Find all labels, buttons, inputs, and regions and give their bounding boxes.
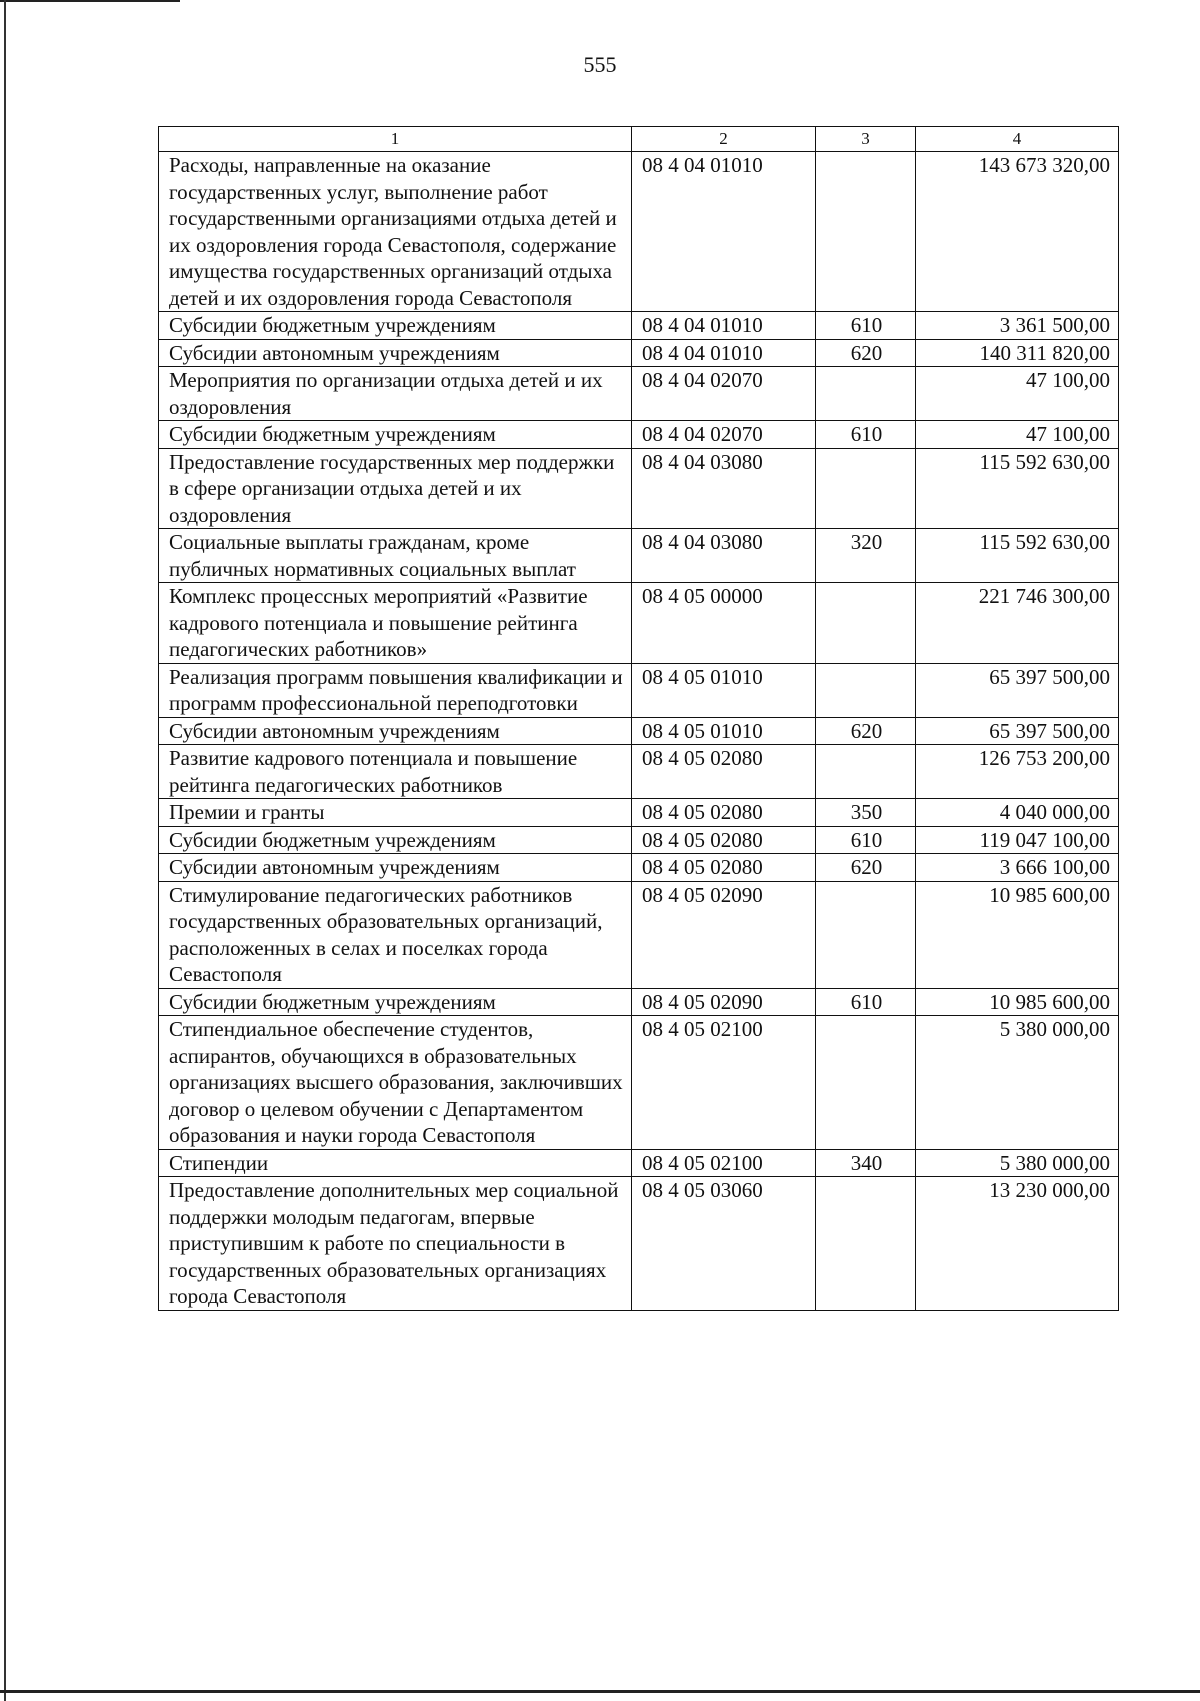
row-amount: 5 380 000,00 bbox=[916, 1016, 1119, 1150]
row-type bbox=[816, 583, 916, 664]
table-row bbox=[159, 799, 1119, 827]
row-amount: 143 673 320,00 bbox=[916, 152, 1119, 312]
scan-edge-bottom bbox=[0, 1690, 1200, 1693]
row-name: Реализация программ повышения квалификации и программ профессиональной переподготовки bbox=[159, 663, 632, 717]
row-amount: 3 666 100,00 bbox=[916, 854, 1119, 882]
header-col-2: 2 bbox=[632, 127, 816, 152]
row-amount: 47 100,00 bbox=[916, 367, 1119, 421]
row-amount: 5 380 000,00 bbox=[916, 1149, 1119, 1177]
row-name: Субсидии бюджетным учреждениям bbox=[159, 988, 632, 1016]
row-code: 08 4 05 02100 bbox=[632, 1149, 816, 1177]
row-amount: 126 753 200,00 bbox=[916, 745, 1119, 799]
row-code: 08 4 04 03080 bbox=[632, 448, 816, 529]
table-row bbox=[159, 988, 1119, 1016]
row-amount: 13 230 000,00 bbox=[916, 1177, 1119, 1311]
row-code: 08 4 05 02100 bbox=[632, 1016, 816, 1150]
row-name: Мероприятия по организации отдыха детей и их оздоровления bbox=[159, 367, 632, 421]
row-code: 08 4 04 02070 bbox=[632, 421, 816, 449]
row-code: 08 4 05 02090 bbox=[632, 881, 816, 988]
table-row bbox=[159, 1177, 1119, 1311]
row-type bbox=[816, 1016, 916, 1150]
row-name: Стимулирование педагогических работников государственных образовательных организаций, расположенных в селах и поселках города Севастополя bbox=[159, 881, 632, 988]
row-name: Премии и гранты bbox=[159, 799, 632, 827]
row-type: 620 bbox=[816, 339, 916, 367]
row-type bbox=[816, 448, 916, 529]
row-code: 08 4 05 02080 bbox=[632, 854, 816, 882]
row-type bbox=[816, 152, 916, 312]
row-name: Субсидии автономным учреждениям bbox=[159, 854, 632, 882]
header-col-1: 1 bbox=[159, 127, 632, 152]
table-row bbox=[159, 448, 1119, 529]
table-row bbox=[159, 152, 1119, 312]
row-name: Субсидии бюджетным учреждениям bbox=[159, 312, 632, 340]
row-type: 340 bbox=[816, 1149, 916, 1177]
row-code: 08 4 05 02080 bbox=[632, 826, 816, 854]
table-row bbox=[159, 663, 1119, 717]
table-row bbox=[159, 1149, 1119, 1177]
row-type: 320 bbox=[816, 529, 916, 583]
row-type: 610 bbox=[816, 421, 916, 449]
row-name: Развитие кадрового потенциала и повышение рейтинга педагогических работников bbox=[159, 745, 632, 799]
scan-edge-left bbox=[4, 0, 6, 1701]
row-name: Субсидии автономным учреждениям bbox=[159, 339, 632, 367]
row-name: Предоставление государственных мер поддержки в сфере организации отдыха детей и их оздоровления bbox=[159, 448, 632, 529]
table-row bbox=[159, 717, 1119, 745]
table-row bbox=[159, 745, 1119, 799]
row-amount: 65 397 500,00 bbox=[916, 717, 1119, 745]
row-name: Стипендии bbox=[159, 1149, 632, 1177]
table-header bbox=[159, 127, 1119, 152]
row-name: Субсидии автономным учреждениям bbox=[159, 717, 632, 745]
row-code: 08 4 04 01010 bbox=[632, 152, 816, 312]
row-type bbox=[816, 745, 916, 799]
row-code: 08 4 05 00000 bbox=[632, 583, 816, 664]
row-code: 08 4 04 03080 bbox=[632, 529, 816, 583]
row-amount: 3 361 500,00 bbox=[916, 312, 1119, 340]
row-amount: 140 311 820,00 bbox=[916, 339, 1119, 367]
row-amount: 115 592 630,00 bbox=[916, 529, 1119, 583]
row-type: 350 bbox=[816, 799, 916, 827]
row-type: 620 bbox=[816, 854, 916, 882]
table-row bbox=[159, 421, 1119, 449]
row-code: 08 4 05 01010 bbox=[632, 717, 816, 745]
row-type: 620 bbox=[816, 717, 916, 745]
row-code: 08 4 04 01010 bbox=[632, 339, 816, 367]
row-type bbox=[816, 881, 916, 988]
table-row bbox=[159, 854, 1119, 882]
table-row bbox=[159, 367, 1119, 421]
row-amount: 47 100,00 bbox=[916, 421, 1119, 449]
row-amount: 65 397 500,00 bbox=[916, 663, 1119, 717]
row-type bbox=[816, 367, 916, 421]
table-row bbox=[159, 1016, 1119, 1150]
row-name: Стипендиальное обеспечение студентов, аспирантов, обучающихся в образовательных организациях высшего образования, заключивших договор о целевом обучении с Департаментом образования и науки города Севастополя bbox=[159, 1016, 632, 1150]
row-name: Социальные выплаты гражданам, кроме публичных нормативных социальных выплат bbox=[159, 529, 632, 583]
row-amount: 10 985 600,00 bbox=[916, 881, 1119, 988]
table-row bbox=[159, 826, 1119, 854]
header-col-4: 4 bbox=[916, 127, 1119, 152]
row-amount: 221 746 300,00 bbox=[916, 583, 1119, 664]
table-body bbox=[159, 152, 1119, 1311]
page-number: 555 bbox=[583, 52, 617, 77]
row-code: 08 4 04 02070 bbox=[632, 367, 816, 421]
row-code: 08 4 04 01010 bbox=[632, 312, 816, 340]
row-code: 08 4 05 02090 bbox=[632, 988, 816, 1016]
table-row bbox=[159, 881, 1119, 988]
header-row bbox=[159, 127, 1119, 152]
row-code: 08 4 05 03060 bbox=[632, 1177, 816, 1311]
row-amount: 10 985 600,00 bbox=[916, 988, 1119, 1016]
table-row bbox=[159, 583, 1119, 664]
table-row bbox=[159, 339, 1119, 367]
table-row bbox=[159, 312, 1119, 340]
row-amount: 115 592 630,00 bbox=[916, 448, 1119, 529]
table-row bbox=[159, 529, 1119, 583]
row-name: Предоставление дополнительных мер социальной поддержки молодым педагогам, впервые приступившим к работе по специальности в государственных образовательных организациях города Севастополя bbox=[159, 1177, 632, 1311]
row-name: Комплекс процессных мероприятий «Развитие кадрового потенциала и повышение рейтинга педагогических работников» bbox=[159, 583, 632, 664]
row-amount: 119 047 100,00 bbox=[916, 826, 1119, 854]
row-type: 610 bbox=[816, 988, 916, 1016]
row-code: 08 4 05 01010 bbox=[632, 663, 816, 717]
row-type: 610 bbox=[816, 312, 916, 340]
row-type: 610 bbox=[816, 826, 916, 854]
row-type bbox=[816, 663, 916, 717]
budget-table bbox=[158, 126, 1119, 1311]
row-code: 08 4 05 02080 bbox=[632, 745, 816, 799]
row-name: Субсидии бюджетным учреждениям bbox=[159, 826, 632, 854]
row-amount: 4 040 000,00 bbox=[916, 799, 1119, 827]
header-col-3: 3 bbox=[816, 127, 916, 152]
row-name: Расходы, направленные на оказание государственных услуг, выполнение работ государственными организациями отдыха детей и их оздоровления города Севастополя, содержание имущества государственных организаций отдыха детей и их оздоровления города Севастополя bbox=[159, 152, 632, 312]
row-type bbox=[816, 1177, 916, 1311]
row-name: Субсидии бюджетным учреждениям bbox=[159, 421, 632, 449]
row-code: 08 4 05 02080 bbox=[632, 799, 816, 827]
scan-edge-top bbox=[0, 0, 180, 2]
